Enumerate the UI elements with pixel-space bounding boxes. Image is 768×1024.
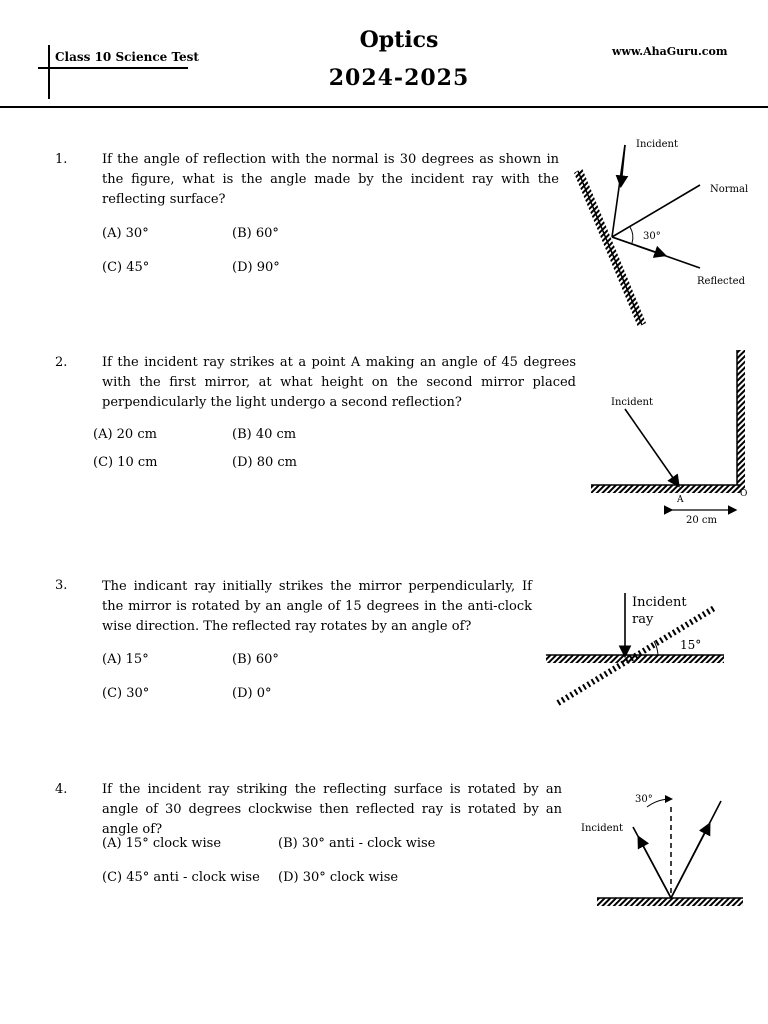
- question-1-option-d[interactable]: (D) 90°: [232, 260, 280, 275]
- q4-mirror: [597, 898, 743, 906]
- q2-label-distance: 20 cm: [686, 515, 717, 526]
- question-3-figure: [540, 585, 735, 715]
- q3-label-incident-1: Incident: [632, 595, 687, 610]
- question-4-option-a[interactable]: (A) 15° clock wise: [102, 836, 222, 851]
- question-2-number: 2.: [55, 355, 68, 370]
- q2-label-point-a: A: [677, 495, 684, 505]
- question-3-option-a[interactable]: (A) 15°: [102, 652, 149, 667]
- question-2-option-a[interactable]: (A) 20 cm: [93, 427, 157, 442]
- q2-label-point-o: O: [740, 489, 748, 499]
- question-2-option-d[interactable]: (D) 80 cm: [232, 455, 297, 470]
- question-1-option-a[interactable]: (A) 30°: [102, 226, 149, 241]
- q3-label-angle: 15°: [680, 638, 702, 652]
- q2-incident-ray: [625, 409, 678, 485]
- website-link[interactable]: www.AhaGuru.com: [612, 45, 728, 58]
- question-1-option-b[interactable]: (B) 60°: [232, 226, 279, 241]
- academic-year: 2024-2025: [328, 65, 470, 91]
- question-3-number: 3.: [55, 578, 68, 593]
- question-1-option-c[interactable]: (C) 45°: [102, 260, 150, 275]
- q1-normal-line: [612, 185, 700, 237]
- q2-label-incident: Incident: [611, 397, 653, 408]
- header-divider: [0, 106, 768, 108]
- question-3-option-b[interactable]: (B) 60°: [232, 652, 279, 667]
- question-4-option-d[interactable]: (D) 30° clock wise: [278, 870, 399, 885]
- q2-second-mirror: [737, 350, 745, 490]
- q4-label-angle: 30°: [635, 794, 653, 805]
- class-label: Class 10 Science Test: [55, 50, 199, 64]
- question-2-option-b[interactable]: (B) 40 cm: [232, 427, 297, 442]
- q2-first-mirror: [591, 485, 741, 493]
- question-1-text: If the angle of reflection with the normal is 30 degrees as shown in the figure, what is the angle made by the incident ray with the reflecting surface?: [102, 152, 559, 207]
- question-1-figure: [560, 135, 760, 335]
- q1-label-angle: 30°: [643, 231, 661, 242]
- question-4-number: 4.: [55, 782, 68, 797]
- q3-label-incident-2: ray: [632, 612, 654, 627]
- question-2-text: If the incident ray strikes at a point A making an angle of 45 degrees with the first mirror, at what height on the second mirror placed perpendicularly the light undergo a second reflection?: [102, 355, 576, 410]
- question-4-option-b[interactable]: (B) 30° anti - clock wise: [278, 836, 436, 851]
- question-2-option-c[interactable]: (C) 10 cm: [93, 455, 158, 470]
- page-title: Optics: [359, 27, 439, 53]
- q1-label-normal: Normal: [710, 184, 749, 195]
- q4-label-incident: Incident: [581, 823, 623, 834]
- question-1-number: 1.: [55, 152, 68, 167]
- question-3-option-c[interactable]: (C) 30°: [102, 686, 150, 701]
- question-2-figure: [585, 345, 755, 535]
- question-3-option-d[interactable]: (D) 0°: [232, 686, 272, 701]
- question-4-figure: [575, 785, 755, 915]
- q1-label-incident: Incident: [636, 139, 678, 150]
- question-4-text: If the incident ray striking the reflecting surface is rotated by an angle of 30 degrees clockwise then reflected ray is rotated by an angle of?: [102, 782, 562, 837]
- question-3-text: The indicant ray initially strikes the mirror perpendicularly, If the mirror is rotated by an angle of 15 degrees in the anti-clock wise direction. The reflected ray rotates by an angle of?: [102, 579, 532, 634]
- q1-label-reflected: Reflected: [697, 276, 745, 287]
- question-4-option-c[interactable]: (C) 45° anti - clock wise: [102, 870, 260, 885]
